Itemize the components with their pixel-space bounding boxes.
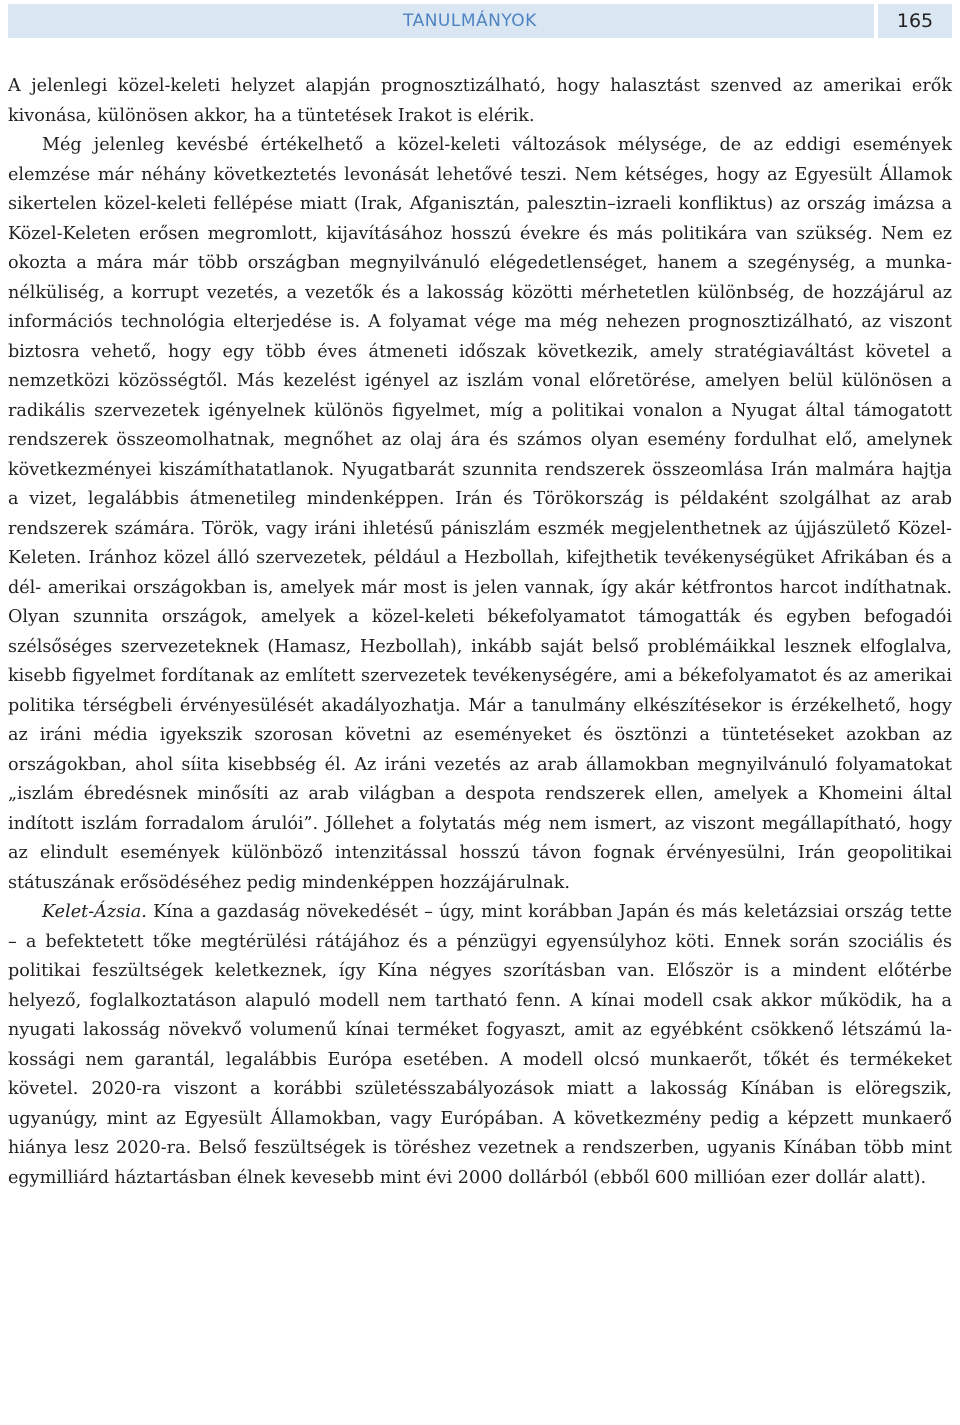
section-heading-east-asia: Kelet-Ázsia.	[42, 902, 147, 922]
section-text-east-asia: Kína a gazdaság növekedését – úgy, mint korábban Japán és más keletázsiai ország tette – a befektetett tőke megtérülési rátájához és a pénzügyi egyensúlyhoz köti. Ennek során szociális és politikai feszültségek keletkeznek, így Kína négyes szorításban van. Először is a mindent előtérbe helyező, foglalkoztatáson alapuló modell nem tartható fenn. A kínai modell csak akkor működik, ha a nyugati lakosság növekvő volumenű kínai terméket fogyaszt, amit az egyébként csökkenő létszámú lakossági nem garantál, legalábbis Európa esetében. A modell olcsó munkaerőt, tőkét és termékeket követel. 2020-ra viszont a korábbi születésszabályozások miatt a lakosság Kínában is elöregszik, ugyanúgy, mint az Egyesült Államokban, vagy Európában. A következmény pedig a képzett munkaerő hiánya lesz 2020-ra. Belső feszültségek is töréshez vezetnek a rendszerben, ugyanis Kínában több mint egymilliárd háztartásban élnek kevesebb mint évi 2000 dollárból (ebből 600 millióan ezer dollár alatt).	[8, 902, 952, 1188]
paragraph-2: Még jelenleg kevésbé értékelhető a közel-keleti változások mélysége, de az eddigi események elemzése már néhány következtetés levonását lehetővé teszi. Nem kétséges, hogy az Egyesült Államok sikertelen közel-keleti fellépése miatt (Irak, Afganisztán, palesztin–izraeli konfliktus) az ország imázsa a Közel-Keleten erősen megromlott, kijavításához hosszú évekre és más politikára van szükség. Nem ez okozta a mára már több országban megnyilvánuló elégedetlenséget, hanem a szegénység, a munkanélküliség, a korrupt vezetés, a vezetők és a lakosság közötti mérhetetlen különbség, de hozzájárul az információs technológia elterjedése is. A folyamat vége ma még nehezen prognosztizálható, az viszont biztosra vehető, hogy egy több éves átmeneti időszak következik, amely stratégiaváltást követel a nemzetközi közösségtől. Más kezelést igényel az iszlám vonal előretörése, amelyen belül különösen a radikális szervezetek igényelnek különös figyelmet, míg a politikai vonalon a Nyugat által támogatott rendszerek összeomolhatnak, megnőhet az olaj ára és számos olyan esemény fordulhat elő, amelynek következményei kiszámíthatatlanok. Nyugatbarát szunnita rendszerek összeomlása Irán malmára hajtja a vizet, legalábbis átmenetileg mindenképpen. Irán és Törökország is példaként szolgálhat az arab rendszerek számára. Török, vagy iráni ihletésű pániszlám eszmék megjelenthetnek az újjászülető Közel-Keleten. Iránhoz közel álló szervezetek, például a Hezbollah, kifejthetik tevékenységüket Afrikában és a dél- amerikai országokban is, amelyek már most is jelen vannak, így akár kétfrontos harcot indíthatnak. Olyan szunnita országok, amelyek a közel-keleti békefolyamatot támogatták és egyben befogadói szélsőséges szervezeteknek (Hamasz, Hezbollah), inkább saját belső problémáikkal lesznek elfoglalva, kisebb figyelmet fordítanak az említett szervezetek tevékenységére, ami a békefolyamatot és az amerikai politika térségbeli érvényesülését akadályozhatja. Már a tanulmány elkészítésekor is érzékelhető, hogy az iráni média igyekszik szorosan követni az eseményeket és ösztönzi a tüntetéseket azokban az országokban, ahol síita kisebbség él. Az iráni vezetés az arab államokban megnyilvánuló folyamatokat „iszlám ébredésnek minősíti az arab világban a despota rendszerek ellen, amelyek a Khomeini által indított iszlám forradalom árulói”. Jóllehet a folytatás még nem ismert, az viszont megállapítható, hogy az elindult események különböző intenzitással hosszú távon fognak érvényesülni, Irán geopolitikai státuszának erősödéséhez pedig mindenképpen hozzájárulnak.	[8, 135, 952, 893]
running-title: TANULMÁNYOK	[403, 11, 537, 31]
section-paragraph-east-asia	[8, 898, 952, 1193]
page-number: 165	[896, 10, 934, 32]
running-title-bar	[8, 4, 874, 38]
page-number-box	[878, 4, 952, 38]
paragraph-1: A jelenlegi közel-keleti helyzet alapján prognosztizálható, hogy halasztást szenved az amerikai erők kivonása, különösen akkor, ha a tüntetések Irakot is elérik.	[8, 76, 952, 126]
article-body	[8, 72, 952, 1193]
page-header	[8, 4, 952, 38]
